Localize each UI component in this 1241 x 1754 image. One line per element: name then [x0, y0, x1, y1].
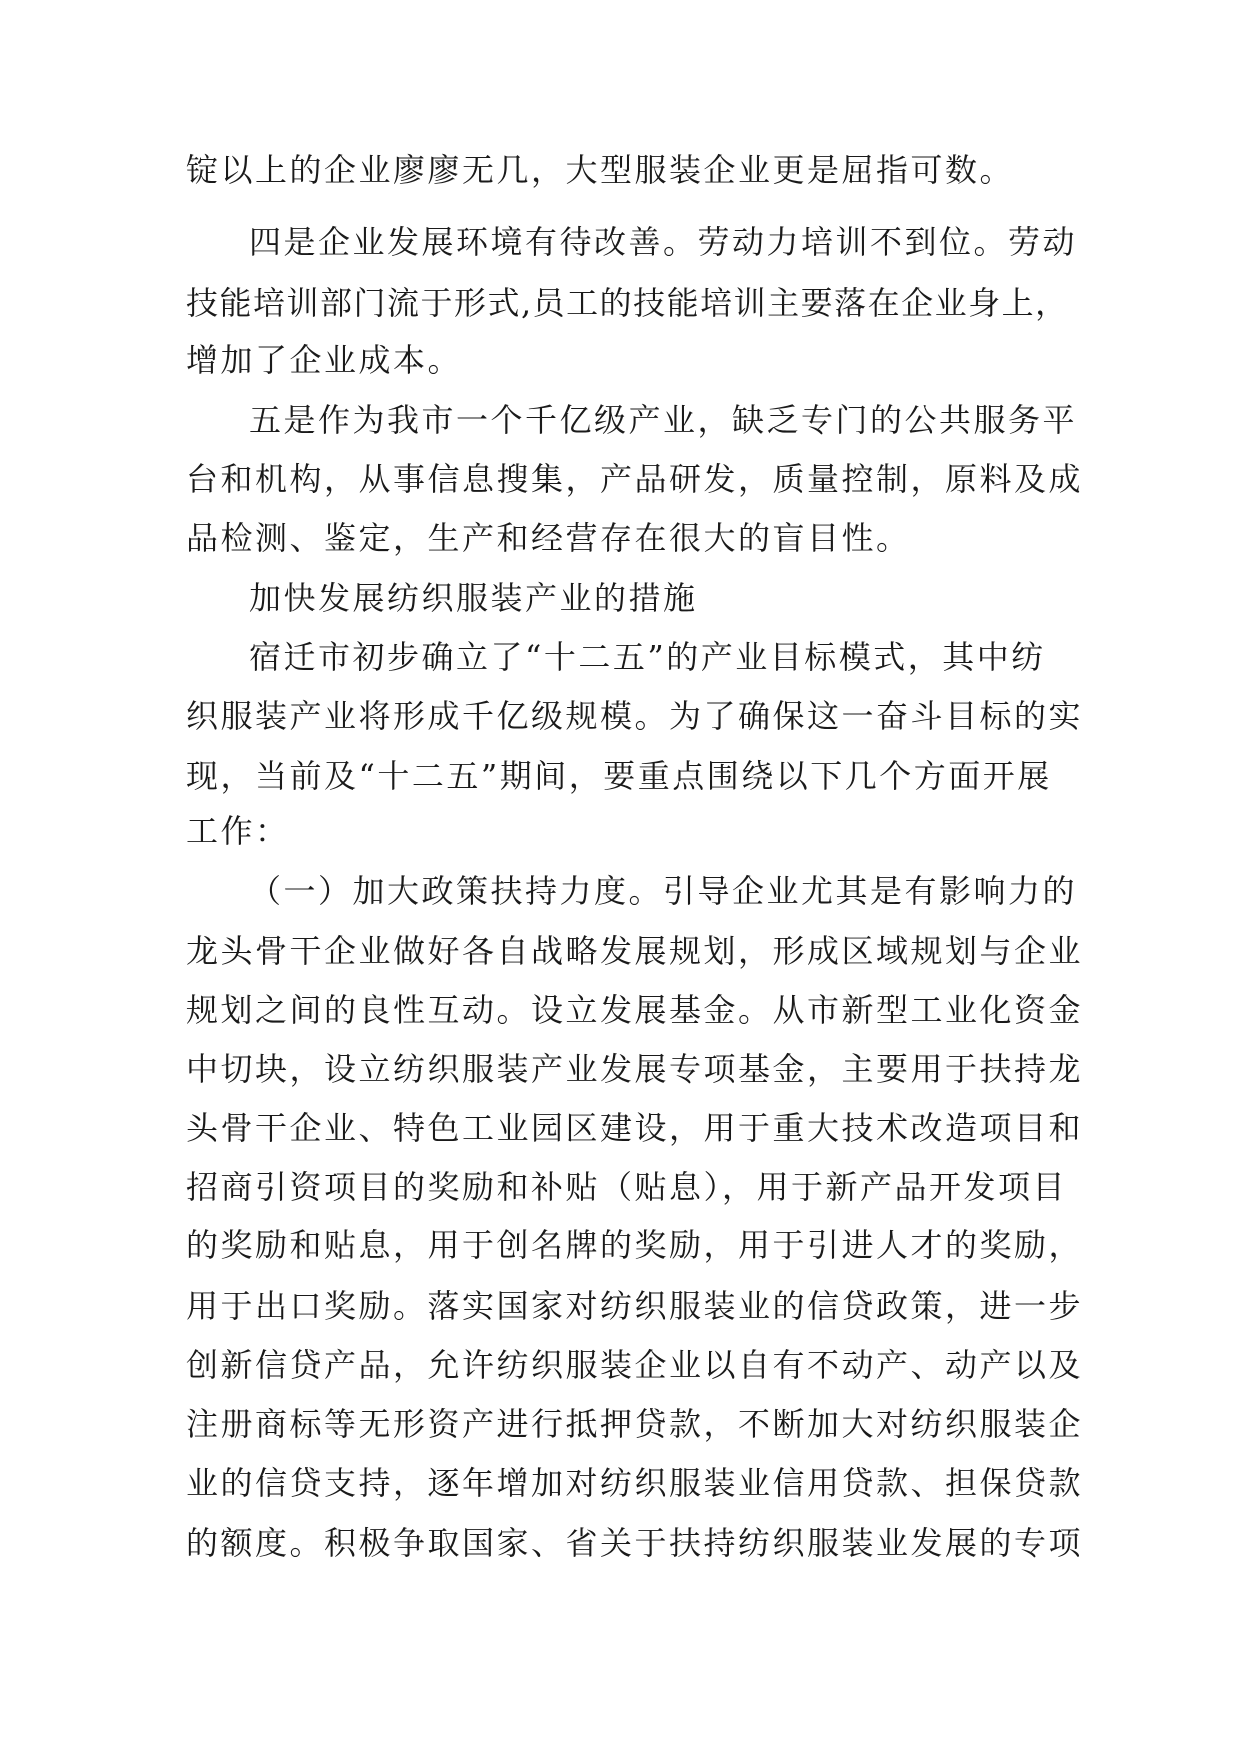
text-line: 的额度。积极争取国家、省关于扶持纺织服装业发展的专项	[186, 1524, 1084, 1562]
text-line: 注册商标等无形资产进行抵押贷款，不断加大对纺织服装企	[186, 1405, 1084, 1443]
text-line: 招商引资项目的奖励和补贴（贴息），用于新产品开发项目	[186, 1168, 1068, 1206]
text-line: 现，当前及“十二五”期间，要重点围绕以下几个方面开展	[186, 757, 1052, 795]
text-line: （一）加大政策扶持力度。引导企业尤其是有影响力的	[249, 872, 1078, 910]
text-line: 锭以上的企业廖廖无几，大型服装企业更是屈指可数。	[186, 151, 1015, 189]
text-line: 中切块，设立纺织服装产业发展专项基金，主要用于扶持龙	[186, 1050, 1084, 1088]
text-line: 五是作为我市一个千亿级产业，缺乏专门的公共服务平	[249, 401, 1078, 439]
text-line: 工作：	[186, 812, 290, 850]
text-line: 台和机构，从事信息搜集，产品研发，质量控制，原料及成	[186, 460, 1084, 498]
text-line: 规划之间的良性互动。设立发展基金。从市新型工业化资金	[186, 991, 1084, 1029]
text-line: 四是企业发展环境有待改善。劳动力培训不到位。劳动	[249, 223, 1078, 261]
text-line: 的奖励和贴息，用于创名牌的奖励，用于引进人才的奖励，	[186, 1226, 1084, 1264]
text-line: 增加了企业成本。	[186, 341, 463, 379]
text-line: 用于出口奖励。落实国家对纺织服装业的信贷政策，进一步	[186, 1287, 1084, 1325]
text-line: 创新信贷产品，允许纺织服装企业以自有不动产、动产以及	[186, 1346, 1084, 1384]
text-line: 头骨干企业、特色工业园区建设，用于重大技术改造项目和	[186, 1109, 1084, 1147]
section-heading: 加快发展纺织服装产业的措施	[249, 579, 698, 617]
text-line: 龙头骨干企业做好各自战略发展规划，形成区域规划与企业	[186, 932, 1084, 970]
text-line: 品检测、鉴定，生产和经营存在很大的盲目性。	[186, 519, 911, 557]
text-line: 织服装产业将形成千亿级规模。为了确保这一奋斗目标的实	[186, 697, 1084, 735]
text-line: 技能培训部门流于形式,员工的技能培训主要落在企业身上，	[186, 284, 1069, 322]
text-line: 宿迁市初步确立了“十二五”的产业目标模式，其中纺	[249, 638, 1046, 676]
text-line: 业的信贷支持，逐年增加对纺织服装业信用贷款、担保贷款	[186, 1464, 1084, 1502]
